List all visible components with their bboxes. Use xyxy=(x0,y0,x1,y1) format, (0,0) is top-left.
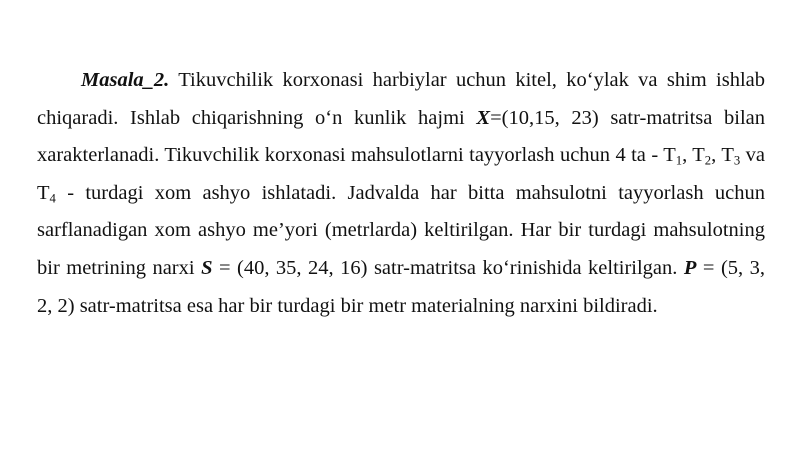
t4-label: $T_4$ xyxy=(37,181,56,206)
t2-label: $T_2$ xyxy=(692,144,712,168)
t1-label: $T_1$ xyxy=(663,144,683,168)
problem-text-3: - turdagi xom ashyo ishlatadi. Jadvalda har bitta mahsulotni tayyorlash uchun sarflanadigan xom ashyo me’yori (metrlarda) keltirilgan. Har bir turdagi mahsulotning bir metrining narxi xyxy=(37,181,765,279)
problem-label: Masala_2. xyxy=(81,69,170,91)
problem-text-4: = (40, 35, 24, 16) satr-matritsa ko‘rinishida keltirilgan. xyxy=(218,256,678,279)
matrix-p-symbol: P xyxy=(683,256,697,279)
matrix-x-symbol: X xyxy=(476,106,491,129)
problem-paragraph: Masala_2. Tikuvchilik korxonasi harbiylar uchun kitel, ko‘ylak va shim ishlab chiqaradi. Ishlab chiqarishning o‘n kunlik hajmi X=(10,15, 23) satr-matritsa bilan xarakterlanadi. Tikuvchilik korxonasi mahsulotlarni tayyorlash uchun 4 ta - $T_1$, $T_2$, $T_3$ va $T_4$ - turdagi xom ashyo ishlatadi. Jadvalda har bitta mahsulotni tayyorlash uchun sarflanadigan xom ashyo me’yori (metrlarda) keltirilgan. Har bir turdagi mahsulotning bir metrining narxi S = (40, 35, 24, 16) satr-matritsa ko‘rinishida keltirilgan. P = (5, 3, 2, 2) satr-matritsa esa har bir turdagi bir metr materialning narxini bildiradi. xyxy=(37,69,766,317)
matrix-s-symbol: S xyxy=(201,256,213,279)
t3-label: $T_3$ xyxy=(721,144,741,168)
problem-text-5: = (5, 3, 2, 2) satr-matritsa esa har bir turdagi bir metr materialning narxini bildiradi. xyxy=(37,256,766,317)
problem-text-1: Tikuvchilik korxonasi harbiylar uchun kitel, ko‘ylak va shim ishlab chiqaradi. Ishlab chiqarishning o‘n kunlik hajmi xyxy=(37,69,765,129)
problem-text-2: =(10,15, 23) satr-matritsa bilan xarakterlanadi. Tikuvchilik korxonasi mahsulotlarni tayyorlash uchun 4 ta - xyxy=(37,106,766,167)
